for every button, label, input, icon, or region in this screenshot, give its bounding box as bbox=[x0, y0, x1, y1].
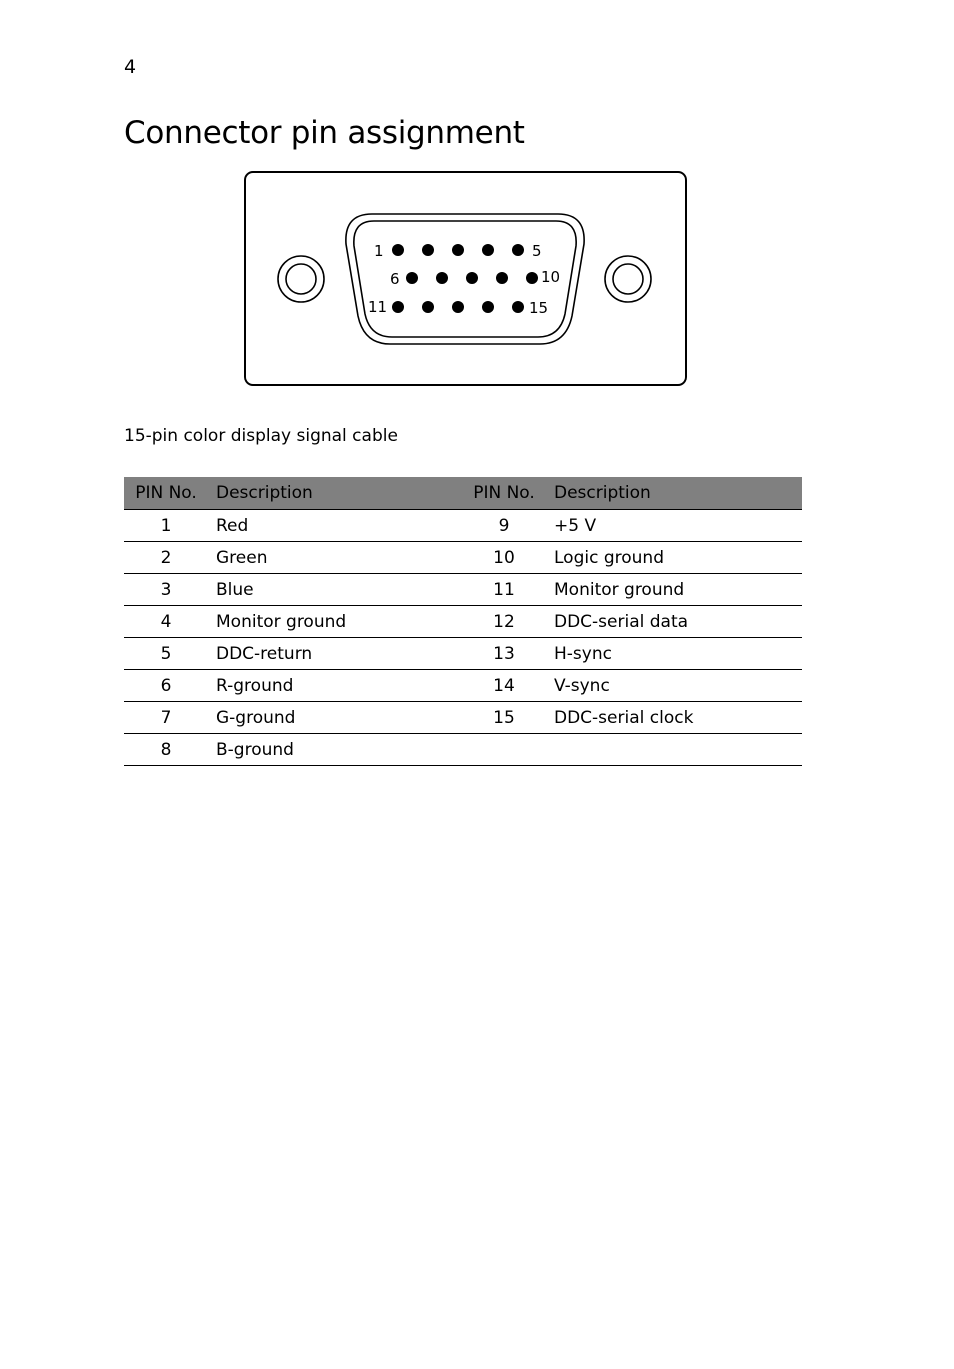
pin-label-1: 1 bbox=[374, 242, 384, 260]
pin-3 bbox=[452, 244, 464, 256]
pin-description: G-ground bbox=[208, 702, 462, 734]
table-row bbox=[124, 606, 802, 638]
page-title: Connector pin assignment bbox=[124, 115, 525, 151]
pin-description: DDC-return bbox=[208, 638, 462, 670]
pin-description: Green bbox=[208, 542, 462, 574]
pin-description: Blue bbox=[208, 574, 462, 606]
pin-description: Monitor ground bbox=[208, 606, 462, 638]
pin-description: R-ground bbox=[208, 670, 462, 702]
pin-number: 1 bbox=[124, 510, 208, 542]
header-pin-no-right: PIN No. bbox=[462, 477, 546, 510]
pin-label-15: 15 bbox=[529, 299, 549, 317]
table-row bbox=[124, 542, 802, 574]
table-header-row bbox=[124, 477, 802, 510]
pin-1 bbox=[392, 244, 404, 256]
pin-7 bbox=[436, 272, 448, 284]
pin-assignment-table bbox=[124, 477, 802, 766]
pin-5 bbox=[512, 244, 524, 256]
pin-number: 5 bbox=[124, 638, 208, 670]
pin-description: +5 V bbox=[546, 510, 802, 542]
pin-number: 6 bbox=[124, 670, 208, 702]
pin-number: 12 bbox=[462, 606, 546, 638]
pin-number: 3 bbox=[124, 574, 208, 606]
pin-15 bbox=[512, 301, 524, 313]
pin-11 bbox=[392, 301, 404, 313]
pin-number: 9 bbox=[462, 510, 546, 542]
pin-9 bbox=[496, 272, 508, 284]
table-row bbox=[124, 734, 802, 766]
pin-14 bbox=[482, 301, 494, 313]
pin-label-11: 11 bbox=[368, 298, 388, 316]
pin-description: Red bbox=[208, 510, 462, 542]
pin-number: 11 bbox=[462, 574, 546, 606]
header-description-right: Description bbox=[546, 477, 802, 510]
header-description-left: Description bbox=[208, 477, 462, 510]
pin-label-10: 10 bbox=[541, 268, 561, 286]
pin-description: B-ground bbox=[208, 734, 462, 766]
connector-svg bbox=[240, 166, 692, 392]
pin-2 bbox=[422, 244, 434, 256]
pin-number: 10 bbox=[462, 542, 546, 574]
pin-number bbox=[462, 734, 546, 766]
pin-6 bbox=[406, 272, 418, 284]
pin-description: DDC-serial data bbox=[546, 606, 802, 638]
pin-number: 15 bbox=[462, 702, 546, 734]
pin-4 bbox=[482, 244, 494, 256]
table-row bbox=[124, 574, 802, 606]
pin-10 bbox=[526, 272, 538, 284]
table-row bbox=[124, 510, 802, 542]
pin-12 bbox=[422, 301, 434, 313]
pin-number: 13 bbox=[462, 638, 546, 670]
pin-number: 4 bbox=[124, 606, 208, 638]
header-pin-no-left: PIN No. bbox=[124, 477, 208, 510]
pin-number: 2 bbox=[124, 542, 208, 574]
pin-description: Monitor ground bbox=[546, 574, 802, 606]
pin-description: V-sync bbox=[546, 670, 802, 702]
connector-outer-frame bbox=[245, 172, 686, 385]
pin-13 bbox=[452, 301, 464, 313]
page-number: 4 bbox=[124, 56, 137, 78]
pin-number: 8 bbox=[124, 734, 208, 766]
pin-label-5: 5 bbox=[532, 242, 542, 260]
pin-description bbox=[546, 734, 802, 766]
pin-description: DDC-serial clock bbox=[546, 702, 802, 734]
pin-description: Logic ground bbox=[546, 542, 802, 574]
pin-number: 14 bbox=[462, 670, 546, 702]
table-row bbox=[124, 702, 802, 734]
pin-8 bbox=[466, 272, 478, 284]
vga-connector-diagram bbox=[240, 166, 692, 392]
pin-description: H-sync bbox=[546, 638, 802, 670]
pin-label-6: 6 bbox=[390, 270, 400, 288]
table-row bbox=[124, 638, 802, 670]
figure-caption: 15-pin color display signal cable bbox=[124, 426, 398, 446]
pin-number: 7 bbox=[124, 702, 208, 734]
table-row bbox=[124, 670, 802, 702]
